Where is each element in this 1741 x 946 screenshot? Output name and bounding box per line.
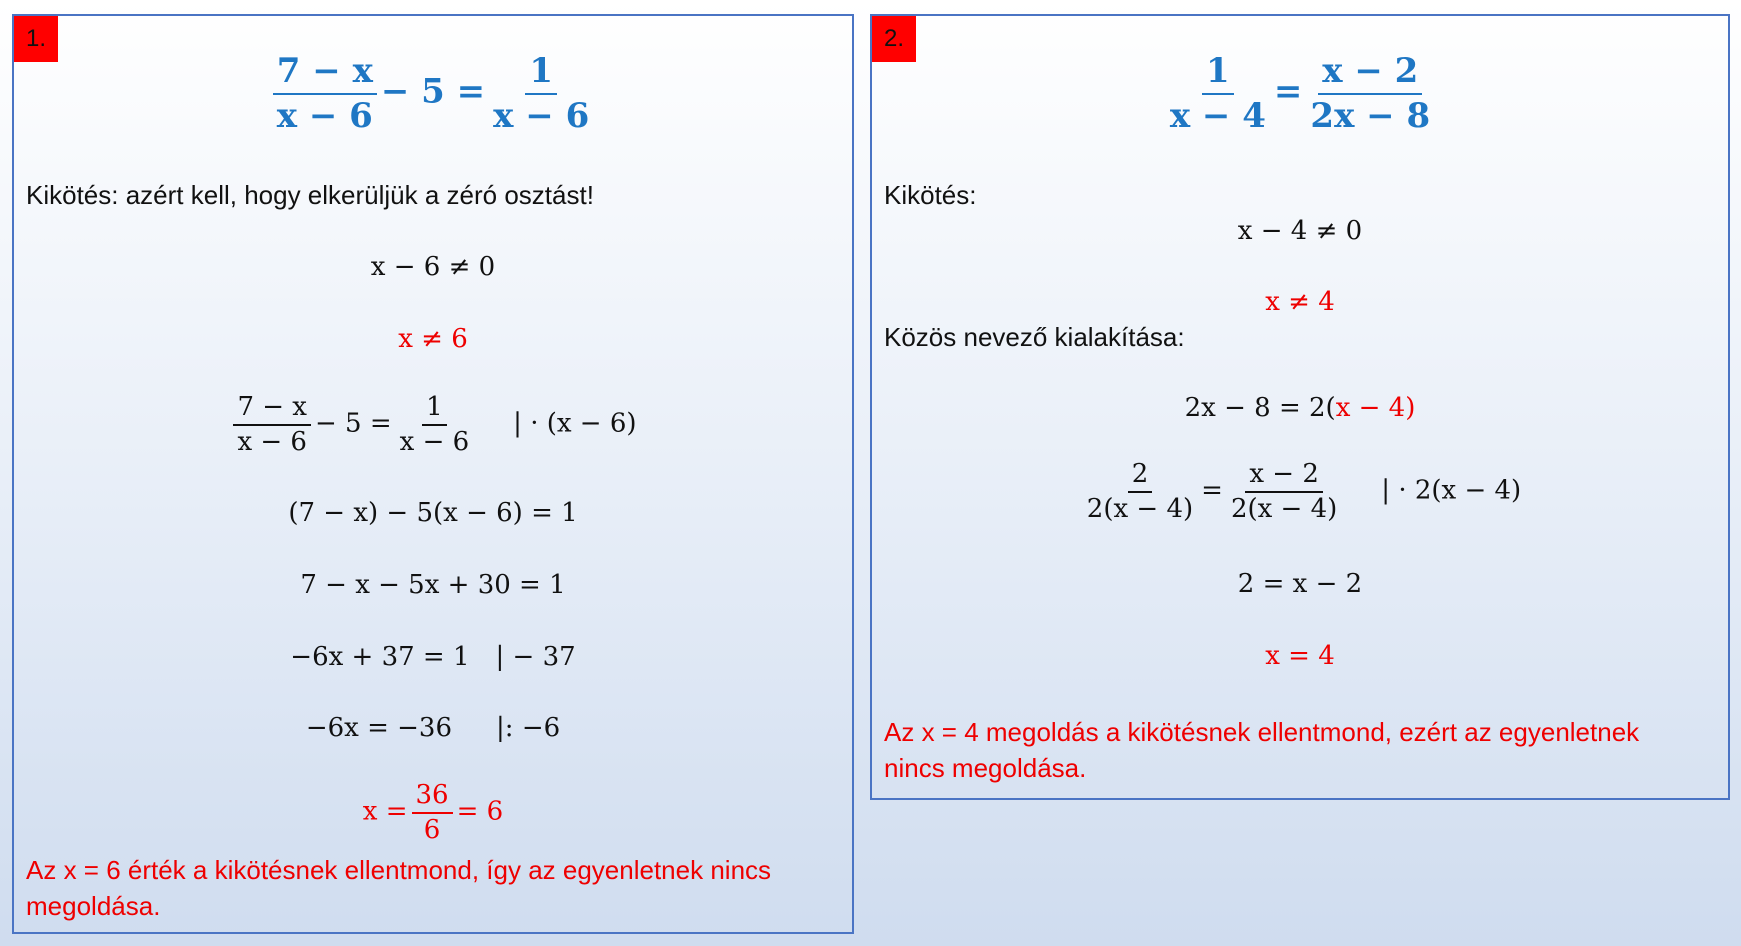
condition-label: Kikötés: azért kell, hogy elkerüljük a zéró osztást! [26, 180, 594, 210]
common-denominator-label: Közös nevező kialakítása: [884, 322, 1185, 352]
fraction: $\frac{7 - x}{x - 6}$ [273, 50, 377, 137]
conclusion: Az x = 4 megoldás a kikötésnek ellentmond, ezért az egyenletnek nincs megoldása. [884, 717, 1640, 783]
fraction: $\frac{x - 2}{2x - 8}$ [1310, 51, 1431, 136]
condition-equation: x − 4 ≠ 0 [1237, 216, 1363, 246]
condition-equation: x − 6 ≠ 0 [370, 252, 496, 282]
step-simplify: 7 − x − 5x + 30 = 1 [300, 570, 566, 600]
step-simplify: 2 = x − 2 [1237, 569, 1363, 599]
condition-label: Kikötés: [884, 180, 977, 210]
fraction: $\frac{x - 2}{2(x - 4)}$ [1230, 459, 1338, 524]
condition-result: x ≠ 6 [398, 324, 468, 354]
conclusion: Az x = 6 érték a kikötésnek ellentmond, így az egyenletnek nincs megoldása. [26, 855, 772, 921]
step-factor: 2x − 8 = 2(x − 4) [1184, 393, 1416, 423]
exercise-number-badge: 1. [14, 16, 58, 62]
fraction: $\frac{1}{x - 6}$ [493, 51, 590, 136]
operation: |: −6 [496, 713, 561, 743]
solution: x = 4 [1265, 641, 1335, 671]
fraction: $\frac{2}{2(x - 4)}$ [1086, 459, 1194, 524]
fraction: $\frac{36}{6}$ [412, 779, 453, 846]
step-expand: (7 − x) − 5(x − 6) = 1 [288, 498, 578, 528]
operation: | · 2(x − 4) [1381, 475, 1522, 506]
exercise-1-equation: $\frac{7 - x}{x - 6}$ − 5 = $\frac{1}{x - 6}$ [14, 50, 852, 137]
exercise-2-panel [870, 14, 1730, 800]
step-multiply: $\frac{2}{2(x - 4)}$ = $\frac{x - 2}{2(x - 4)}$ | · 2(x − 4) [872, 458, 1728, 525]
step-divide: −6x = −36 |: −6 [305, 713, 561, 743]
solution: x = $\frac{36}{6}$ = 6 [362, 780, 504, 845]
fraction: $\frac{7 - x}{x - 6}$ [233, 391, 311, 458]
fraction: $\frac{1}{x - 4}$ [1169, 51, 1266, 136]
exercise-2-equation: $\frac{1}{x - 4}$ = $\frac{x - 2}{2x - 8}$ [872, 50, 1728, 137]
operation: | − 37 [495, 642, 576, 672]
step-multiply: $\frac{7 - x}{x - 6}$ − 5 = $\frac{1}{x - 6}$ | · (x − 6) [14, 391, 852, 458]
exercise-number-badge: 2. [872, 16, 916, 62]
condition-result: x ≠ 4 [1265, 287, 1335, 317]
operation: | · (x − 6) [513, 408, 637, 439]
fraction: $\frac{1}{x - 6}$ [399, 392, 470, 457]
exercise-1-panel [12, 14, 854, 934]
step-collect: −6x + 37 = 1 | − 37 [290, 642, 576, 672]
